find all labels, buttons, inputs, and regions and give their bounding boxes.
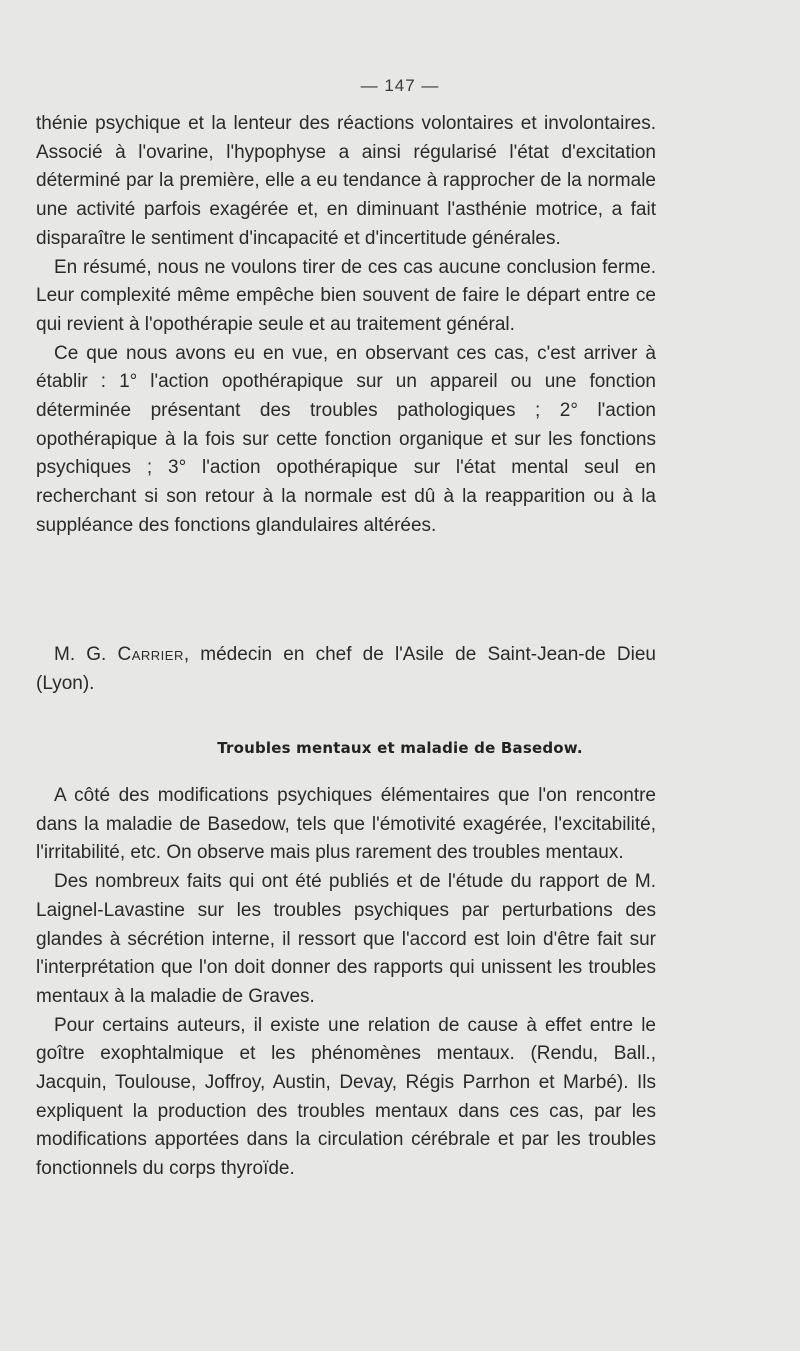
opening-text bbox=[36, 110, 656, 541]
section-heading: Troubles mentaux et maladie de Basedow. bbox=[217, 739, 583, 757]
paragraph: thénie psychique et la lenteur des réactions volontaires et involontaires. Associé à l'ovarine, l'hypophyse a ainsi régularisé l'état d'excitation déterminé par la première, elle a eu tendance à rapprocher de la normale une activité parfois exagérée et, en diminuant l'asthénie motrice, a fait disparaître le sentiment d'incapacité et d'incertitude générales. bbox=[36, 113, 656, 249]
author-affiliation: , médecin en chef de l'Asile de Saint-Jean-de Dieu (Lyon). bbox=[36, 644, 656, 694]
author-name: Carrier bbox=[117, 644, 184, 665]
author-prefix: M. G. bbox=[54, 644, 118, 665]
paragraph: Pour certains auteurs, il existe une relation de cause à effet entre le goître exophtalmique et les phénomènes mentaux. (Rendu, Ball., Jacquin, Toulouse, Joffroy, Austin, Devay, Régis Parrhon et Marbé). Ils expliquent la production des troubles mentaux dans ces cas, par les modifications apportées dans la circulation cérébrale et par les troubles fonctionnels du corps thyroïde. bbox=[36, 1014, 656, 1180]
paragraph: En résumé, nous ne voulons tirer de ces cas aucune conclusion ferme. Leur complexité même empêche bien souvent de faire le départ entre ce qui revient à l'opothérapie seule et au traitement général. bbox=[36, 256, 656, 335]
paragraph: Des nombreux faits qui ont été publiés et de l'étude du rapport de M. Laignel-Lavastine sur les troubles psychiques par perturbations des glandes à sécrétion interne, il ressort que l'accord est loin d'être fait sur l'interprétation que l'on doit donner des rapports qui unissent les troubles mentaux à la maladie de Graves. bbox=[36, 871, 656, 1007]
paragraph: Ce que nous avons eu en vue, en observant ces cas, c'est arriver à établir : 1° l'action opothérapique sur un appareil ou une fonction déterminée présentant des troubles pathologiques ; 2° l'action opothérapique à la fois sur cette fonction organique et sur les fonctions psychiques ; 3° l'action opothérapique sur l'état mental seul en recherchant si son retour à la normale est dû à la reapparition ou à la suppléance des fonctions glandulaires altérées. bbox=[36, 342, 656, 536]
page-number: — 147 — bbox=[360, 76, 440, 95]
section-body bbox=[36, 782, 656, 1184]
paragraph: A côté des modifications psychiques élémentaires que l'on rencontre dans la maladie de Basedow, tels que l'émotivité exagérée, l'excitabilité, l'irritabilité, etc. On observe mais plus rarement des troubles mentaux. bbox=[36, 785, 656, 864]
author-paragraph bbox=[36, 641, 656, 698]
author-line bbox=[36, 641, 656, 698]
